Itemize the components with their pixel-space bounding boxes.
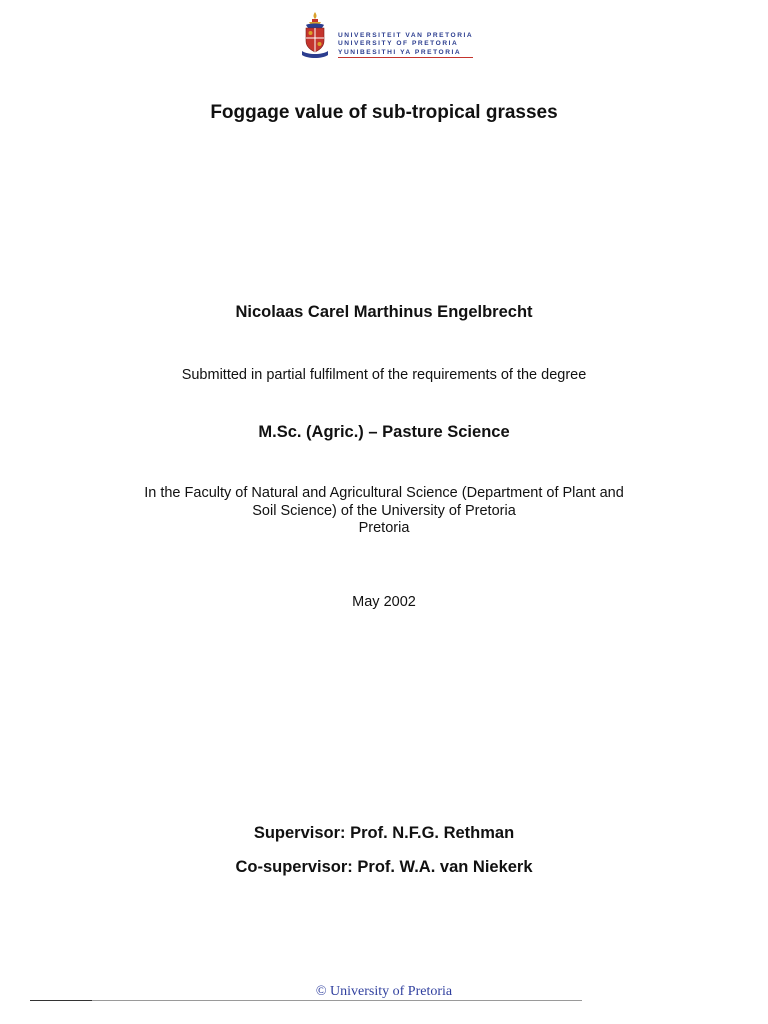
submission-statement: Submitted in partial fulfilment of the requirements of the degree [181,367,587,383]
university-name-english: UNIVERSITY OF PRETORIA [338,40,459,48]
faculty-line: Pretoria [358,520,410,536]
thesis-title: Foggage value of sub-tropical grasses [210,102,558,123]
university-logo [300,11,474,59]
degree-name: M.Sc. (Agric.) – Pasture Science [258,423,510,441]
university-name-sepedi: YUNIBESITHI YA PRETORIA [338,49,473,58]
submission-date: May 2002 [352,594,416,610]
university-crest-icon [300,11,330,59]
faculty-statement [0,485,768,538]
footer-divider [30,1000,582,1001]
university-names [338,32,473,58]
faculty-line: Soil Science) of the University of Pretoria [252,502,516,519]
university-name-afrikaans: UNIVERSITEIT VAN PRETORIA [338,32,474,39]
footer-divider-accent [30,1000,92,1001]
author-name: Nicolaas Carel Marthinus Engelbrecht [235,303,533,321]
co-supervisor: Co-supervisor: Prof. W.A. van Niekerk [235,858,533,876]
supervisor: Supervisor: Prof. N.F.G. Rethman [253,824,515,842]
faculty-line: In the Faculty of Natural and Agricultural Science (Department of Plant and [144,485,624,501]
copyright-notice: © University of Pretoria [315,984,453,999]
